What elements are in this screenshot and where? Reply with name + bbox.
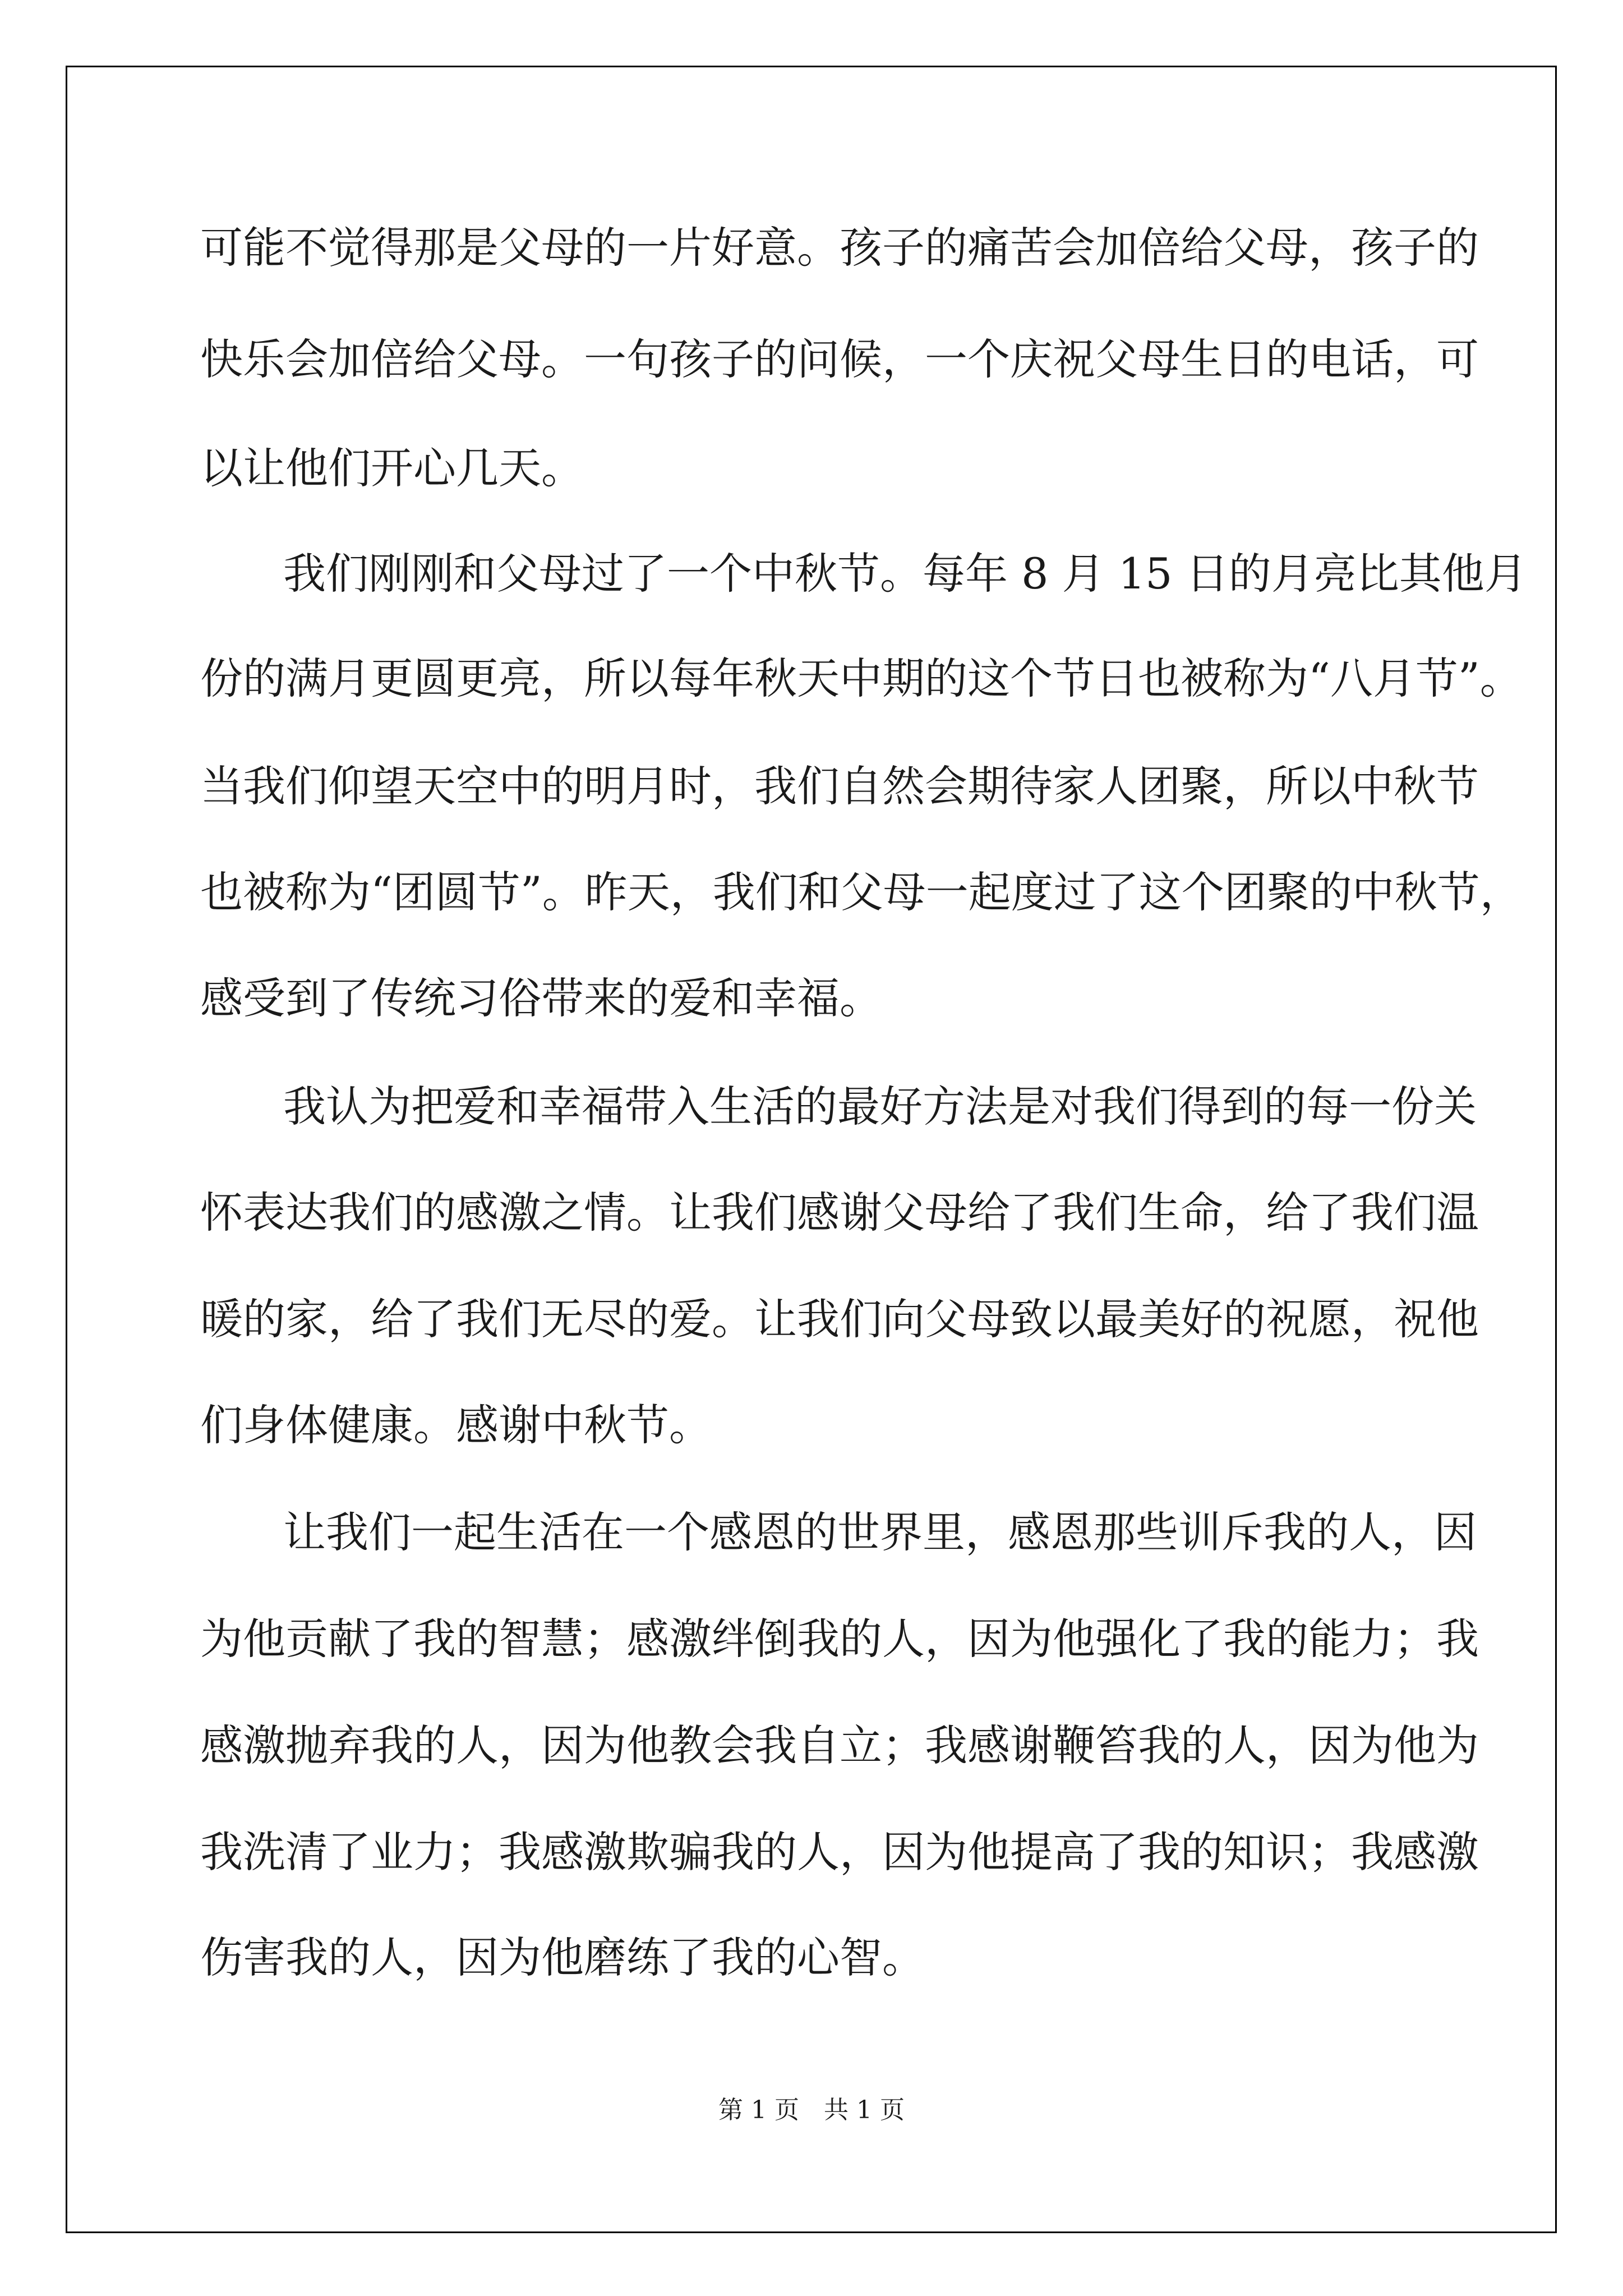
paragraph-line: 快乐会加倍给父母。一句孩子的问候，一个庆祝父母生日的电话，可 <box>200 334 1479 384</box>
paragraph-line: 为他贡献了我的智慧；感激绊倒我的人，因为他强化了我的能力；我 <box>200 1614 1479 1664</box>
paragraph-line: 份的满月更圆更亮，所以每年秋天中期的这个节日也被称为“八月节”。 <box>200 654 1523 703</box>
paragraph-line: 感激抛弃我的人，因为他教会我自立；我感谢鞭笞我的人，因为他为 <box>200 1720 1479 1770</box>
paragraph-line: 当我们仰望天空中的明月时，我们自然会期待家人团聚，所以中秋节 <box>200 761 1479 811</box>
paragraph-line: 们身体健康。感谢中秋节。 <box>200 1400 712 1450</box>
paragraph-line: 让我们一起生活在一个感恩的世界里，感恩那些训斥我的人，因 <box>283 1507 1477 1557</box>
paragraph-line: 伤害我的人，因为他磨练了我的心智。 <box>200 1932 925 1982</box>
paragraph-line: 暖的家，给了我们无尽的爱。让我们向父母致以最美好的祝愿，祝他 <box>200 1294 1479 1344</box>
paragraph-line: 可能不觉得那是父母的一片好意。孩子的痛苦会加倍给父母，孩子的 <box>200 223 1479 273</box>
paragraph-line: 以让他们开心几天。 <box>200 443 584 493</box>
page-footer: 第 1 页 共 1 页 <box>718 2096 905 2124</box>
paragraph-line: 我认为把爱和幸福带入生活的最好方法是对我们得到的每一份关 <box>283 1082 1477 1131</box>
paragraph-line: 我们刚刚和父母过了一个中秋节。每年 8 月 15 日的月亮比其他月 <box>283 549 1527 599</box>
paragraph-line: 也被称为“团圆节”。昨天，我们和父母一起度过了这个团聚的中秋节， <box>200 867 1523 917</box>
page-border <box>66 66 1557 2233</box>
paragraph-line: 怀表达我们的感激之情。让我们感谢父母给了我们生命，给了我们温 <box>200 1188 1479 1237</box>
paragraph-line: 感受到了传统习俗带来的爱和幸福。 <box>200 973 882 1023</box>
paragraph-line: 我洗清了业力；我感激欺骗我的人，因为他提高了我的知识；我感激 <box>200 1827 1479 1877</box>
